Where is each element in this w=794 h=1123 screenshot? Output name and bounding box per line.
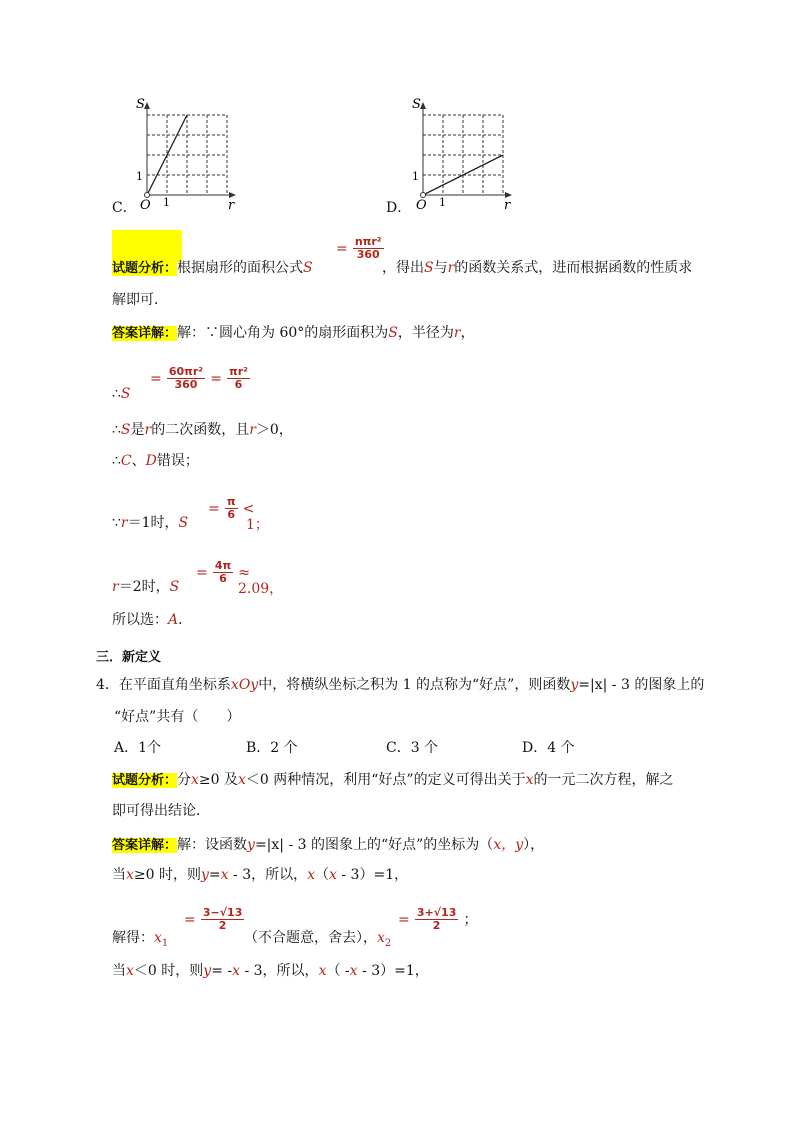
var-xy: x，y — [493, 837, 524, 853]
fraction-60 — [167, 366, 205, 391]
var-x: x — [154, 930, 162, 946]
text: ，得出 — [382, 260, 424, 276]
text: ； — [463, 912, 478, 928]
q4-solution-x1-formula — [184, 907, 244, 932]
q4-analysis-tag: 试题分析： — [112, 773, 178, 788]
var-r: r — [249, 422, 256, 438]
equals-sign: = — [196, 565, 208, 581]
text: 分 — [177, 772, 192, 788]
text: 当 — [112, 963, 126, 979]
therefore-symbol: ∴ — [112, 453, 121, 469]
text: 解：∵圆心角为 60°的扇形面积为 — [177, 325, 389, 341]
var-x: x — [349, 963, 358, 979]
fraction-denominator: 2 — [218, 919, 227, 932]
q4-stem-line1 — [96, 676, 704, 694]
equals-sign: = — [184, 912, 196, 928]
text: 在平面直角坐标系 — [118, 677, 231, 693]
text: - 3，所以， — [240, 963, 319, 979]
q3-analysis-line2: 解即可． — [112, 292, 168, 308]
equals-sign: = — [150, 371, 162, 387]
option-c-label: C． — [112, 200, 137, 216]
q3-r2-line — [112, 578, 179, 596]
fraction-denominator: 360 — [174, 378, 198, 391]
fraction-denominator: 6 — [219, 572, 227, 585]
q3-r1-value: 1； — [246, 517, 269, 533]
text: 是 — [130, 422, 145, 438]
q4-option-c: C．3 个 — [386, 740, 439, 756]
var-S: S — [120, 422, 131, 438]
text: （ — [315, 867, 330, 883]
var-x: x — [329, 867, 337, 883]
fraction-x2 — [415, 907, 459, 932]
text: ＝2时， — [118, 579, 170, 595]
equals-sign: = — [208, 501, 220, 517]
text: ＜0 时，则 — [133, 963, 204, 979]
fraction-numerator: 3+√13 — [416, 906, 457, 919]
q4-case1-line — [112, 866, 408, 884]
q3-S-line — [112, 385, 131, 403]
var-x: x — [307, 867, 316, 883]
q4-stem-line2: “好点”共有（ ） — [114, 709, 241, 725]
q4-solution-label — [112, 929, 168, 953]
graph-d-origin: O — [416, 198, 427, 213]
q3-analysis-tag: 试题分析： — [112, 261, 178, 276]
highlight-block — [112, 230, 182, 262]
var-x: x — [220, 867, 229, 883]
q4-option-d: D．4 个 — [522, 740, 575, 756]
fraction-pi-r2-6 — [227, 366, 250, 391]
fraction-numerator: π — [226, 495, 236, 508]
text: = - — [211, 963, 233, 979]
text: （ - — [326, 963, 350, 979]
fraction-numerator: nπr² — [354, 235, 382, 248]
var-xOy: xOy — [230, 677, 259, 693]
option-d-label: D． — [386, 200, 412, 216]
var-r: r — [144, 422, 152, 438]
text: 的一元二次方程，解之 — [533, 772, 674, 788]
var-x: x — [318, 963, 327, 979]
q3-quad-line — [112, 421, 293, 439]
graph-c-origin: O — [140, 198, 151, 213]
q3-answer-tag: 答案详解： — [112, 326, 178, 341]
text: =|x| - 3 的图象上的“好点”的坐标为（ — [254, 837, 494, 853]
q4-analysis-line2: 即可得出结论． — [112, 803, 210, 819]
text: 中，将横纵坐标之积为 1 的点称为“好点”，则函数 — [258, 677, 571, 693]
var-S: S — [169, 579, 180, 595]
var-y: y — [201, 867, 209, 883]
fraction-numerator: 3−√13 — [202, 906, 243, 919]
var-r: r — [120, 515, 128, 531]
text: - 3，所以， — [228, 867, 308, 883]
less-than-sign: < — [242, 501, 255, 517]
text: ， — [460, 325, 475, 341]
equals-sign: = — [210, 371, 222, 387]
graph-c-tick-x: 1 — [163, 196, 170, 209]
q3-answer-line — [112, 324, 475, 343]
text: 解得： — [112, 930, 154, 946]
q4-solution-note — [244, 929, 391, 953]
q3-analysis-pre: 根据扇形的面积公式 — [177, 260, 304, 276]
graph-c-tick-y: 1 — [136, 170, 143, 183]
q3-analysis-line1-tail — [382, 259, 692, 277]
text: 、 — [131, 453, 146, 469]
var-r: r — [453, 325, 461, 341]
text: 所以选： — [112, 612, 168, 628]
var-y: y — [247, 837, 255, 853]
text: 错误； — [156, 453, 199, 469]
var-x: x — [238, 772, 246, 788]
therefore-symbol: ∴ — [112, 386, 121, 402]
q4-analysis-line1 — [112, 771, 674, 790]
text: ＜0 两种情况，利用“好点”的定义可得出关于 — [245, 772, 526, 788]
text: - 3）=1， — [357, 963, 429, 979]
approx-sign: ≈ — [238, 565, 251, 581]
graph-c-axis-y: S — [136, 97, 145, 112]
fraction-numerator: 4π — [214, 559, 232, 572]
text: 的二次函数，且 — [151, 422, 250, 438]
equals-sign: = — [398, 912, 410, 928]
q3-analysis-line1 — [112, 259, 313, 278]
fraction-denominator: 2 — [432, 919, 441, 932]
q3-S-formula — [150, 366, 250, 391]
text: ）， — [523, 837, 545, 853]
var-y: y — [203, 963, 212, 979]
question-number: 4． — [96, 677, 119, 693]
text: 的函数关系式，进而根据函数的性质求 — [454, 260, 693, 276]
fraction-numerator: πr² — [229, 365, 248, 378]
q3-r2-value: 2.09， — [238, 581, 284, 597]
q3-analysis-formula — [336, 236, 384, 261]
graph-d-tick-x: 1 — [439, 196, 446, 209]
option-C: C — [120, 453, 132, 469]
graph-d-axis-y: S — [412, 97, 421, 112]
var-r: r — [112, 579, 119, 595]
text: （不合题意，舍去）， — [244, 930, 377, 946]
fraction-sector-area — [353, 236, 384, 261]
text: ≥0 及 — [198, 772, 239, 788]
q4-solution-x2-formula — [398, 907, 477, 932]
text: ≥0 时，则 — [133, 867, 201, 883]
q3-cd-line — [112, 452, 199, 470]
fraction-denominator: 6 — [234, 378, 243, 391]
var-r: r — [447, 260, 455, 276]
fraction-denominator: 360 — [356, 248, 380, 261]
section-title: 三．新定义 — [96, 650, 162, 665]
graph-d-axis-x: r — [504, 198, 511, 213]
var-x: x — [377, 930, 385, 946]
text: 当 — [112, 867, 126, 883]
text: ＝1时， — [127, 515, 179, 531]
fraction-4pi-6 — [213, 560, 233, 585]
text: ，半径为 — [397, 325, 454, 341]
var-x: x — [126, 963, 134, 979]
q4-answer-tag: 答案详解： — [112, 838, 178, 853]
q3-r1-line — [112, 514, 188, 532]
therefore-symbol: ∴ — [112, 422, 121, 438]
option-D: D — [145, 453, 157, 469]
because-symbol: ∵ — [112, 515, 121, 531]
var-S: S — [388, 325, 398, 341]
text: = — [208, 867, 221, 883]
fraction-x1 — [201, 907, 245, 932]
text: ＞0， — [255, 422, 293, 438]
graph-d-tick-y: 1 — [412, 170, 419, 183]
text: 解：设函数 — [177, 837, 248, 853]
text: 与 — [433, 260, 448, 276]
answer-A: A — [168, 612, 179, 628]
text: - 3）=1， — [336, 867, 409, 883]
fraction-pi-6 — [225, 496, 238, 521]
var-x: x — [525, 772, 534, 788]
var-S: S — [178, 515, 189, 531]
q4-option-b: B．2 个 — [246, 740, 298, 756]
var-S: S — [424, 260, 434, 276]
q4-case2-line — [112, 962, 429, 980]
q4-answer-line — [112, 836, 544, 855]
var-x: x — [126, 867, 134, 883]
text: =|x| - 3 的图象上的 — [578, 677, 705, 693]
var-x: x — [191, 772, 199, 788]
var-S: S — [120, 386, 131, 402]
q4-option-a: A．1个 — [114, 740, 162, 756]
subscript: 2 — [384, 937, 392, 949]
graph-c-axis-x: r — [228, 198, 235, 213]
q3-choose-line — [112, 611, 192, 629]
var-x: x — [232, 963, 241, 979]
equals-sign: = — [336, 241, 348, 257]
subscript: 1 — [161, 937, 169, 949]
var-S: S — [303, 260, 313, 276]
var-y: y — [570, 677, 579, 693]
fraction-denominator: 6 — [227, 508, 235, 521]
fraction-numerator: 60πr² — [168, 365, 204, 378]
text: ． — [178, 612, 193, 628]
